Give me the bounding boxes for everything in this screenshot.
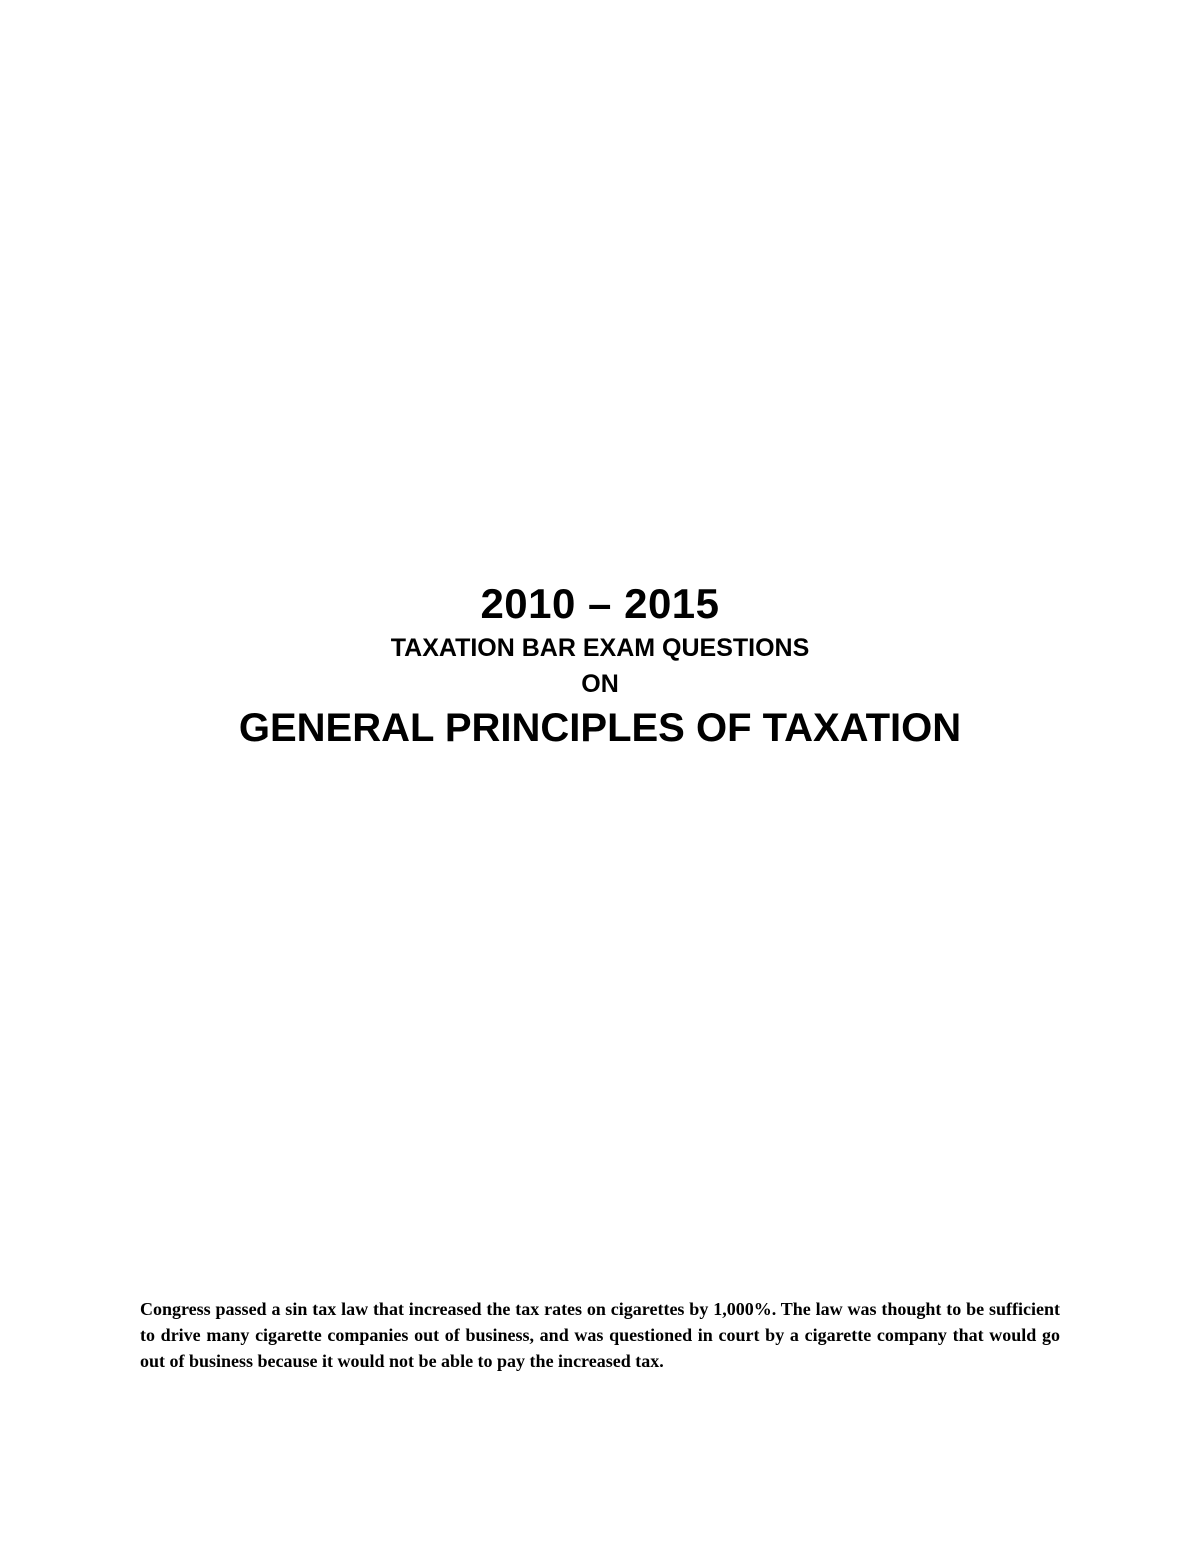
main-title-heading: GENERAL PRINCIPLES OF TAXATION: [238, 706, 962, 750]
question-paragraph: Congress passed a sin tax law that increased the tax rates on cigarettes by 1,000%. The law was thought to be sufficient to drive many cigarette companies out of business, and was questioned in court by a cigarette company that would go out of business because it would not be able to pay the increased tax.: [140, 1299, 1060, 1371]
year-range-heading: 2010 – 2015: [480, 580, 720, 627]
connector-heading: ON: [581, 670, 619, 698]
title-block: [0, 578, 1200, 752]
subtitle-heading: TAXATION BAR EXAM QUESTIONS: [390, 634, 810, 662]
